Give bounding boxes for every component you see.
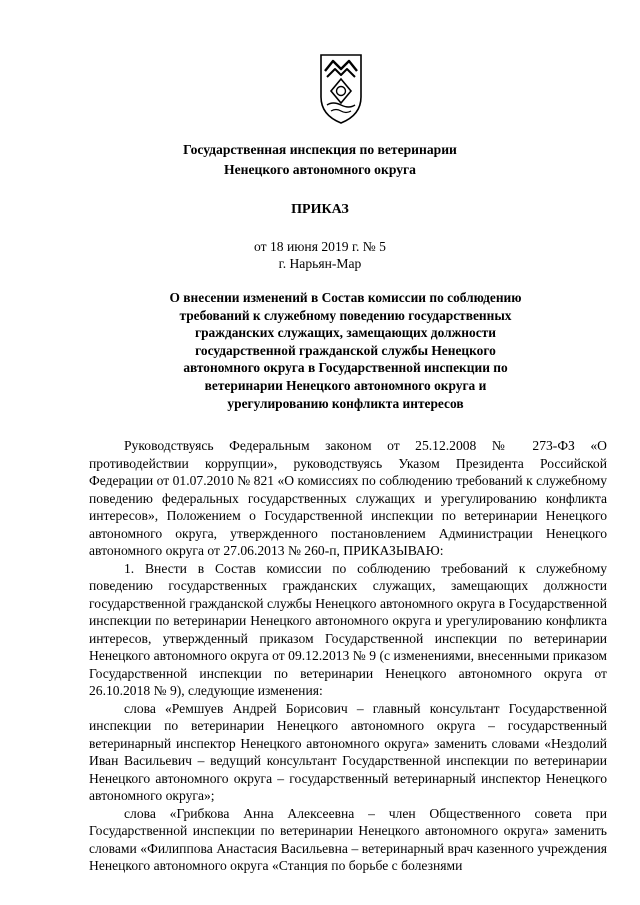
document-subject — [108, 289, 583, 412]
body-paragraph-change-2: слова «Грибкова Анна Алексеевна – член Общественного совета при Государственной инспекции по ветеринарии Ненецкого автономного округа» заменить словами «Филиппова Анастасия Васильевна – ветеринарный врач казенного учреждения Ненецкого автономного округа «Станция по борьбе с болезнями — [89, 805, 607, 873]
subject-line-2: требований к служебному поведению государственных — [179, 307, 512, 323]
subject-line-1: О внесении изменений в Состав комиссии по соблюдению — [169, 290, 522, 305]
coat-of-arms-icon — [319, 53, 363, 125]
document-body — [89, 437, 607, 875]
body-paragraph-preamble: Руководствуясь Федеральным законом от 25.12.2008 № 273-ФЗ «О противодействии коррупции», руководствуясь Указом Президента Российской Федерации от 01.07.2010 № 821 «О комиссиях по соблюдению требований к служебному поведению федеральных государственных служащих и урегулированию конфликта интересов», Положением о Государственной инспекции по ветеринарии Ненецкого автономного округа, утвержденного постановлением Администрации Ненецкого автономного округа от 27.06.2013 № 260-п, ПРИКАЗЫВАЮ: — [89, 438, 607, 558]
subject-line-3: гражданских служащих, замещающих должности — [195, 325, 496, 341]
document-date-number: от 18 июня 2019 г. № 5 — [254, 239, 386, 254]
body-paragraph-change-1: слова «Ремшуев Андрей Борисович – главный консультант Государственной инспекции по ветеринарии Ненецкого автономного округа – государственный ветеринарный инспектор Ненецкого автономного округа» заменить словами «Нездолий Иван Васильевич – ведущий консультант Государственной инспекции по ветеринарии Ненецкого автономного округа – государственный ветеринарный инспектор Ненецкого автономного округа»; — [89, 700, 607, 803]
org-line-2: Ненецкого автономного округа — [224, 162, 416, 177]
subject-line-4: государственной гражданской службы Ненецкого — [195, 342, 496, 358]
body-paragraph-item-1: 1. Внести в Состав комиссии по соблюдению требований к служебному поведению государственных гражданских служащих, замещающих должности государственной гражданской службы Ненецкого автономного округа в Государственной инспекции по ветеринарии Ненецкого автономного округа и урегулированию конфликта интересов, утвержденный приказом Государственной инспекции по ветеринарии Ненецкого автономного округа от 09.12.2013 № 9 (с изменениями, внесенными приказом Государственной инспекции по ветеринарии Ненецкого автономного округа от 26.10.2018 № 9), следующие изменения: — [89, 560, 607, 698]
organization-name — [0, 140, 640, 180]
document-city: г. Нарьян-Мар — [278, 256, 362, 271]
org-line-1: Государственная инспекция по ветеринарии — [183, 142, 457, 157]
document-type: ПРИКАЗ — [291, 202, 349, 217]
subject-line-6: ветеринарии Ненецкого автономного округа и — [204, 377, 487, 393]
subject-line-7: урегулированию конфликта интересов — [227, 395, 464, 411]
subject-line-5: автономного округа в Государственной инспекции по — [183, 360, 508, 376]
